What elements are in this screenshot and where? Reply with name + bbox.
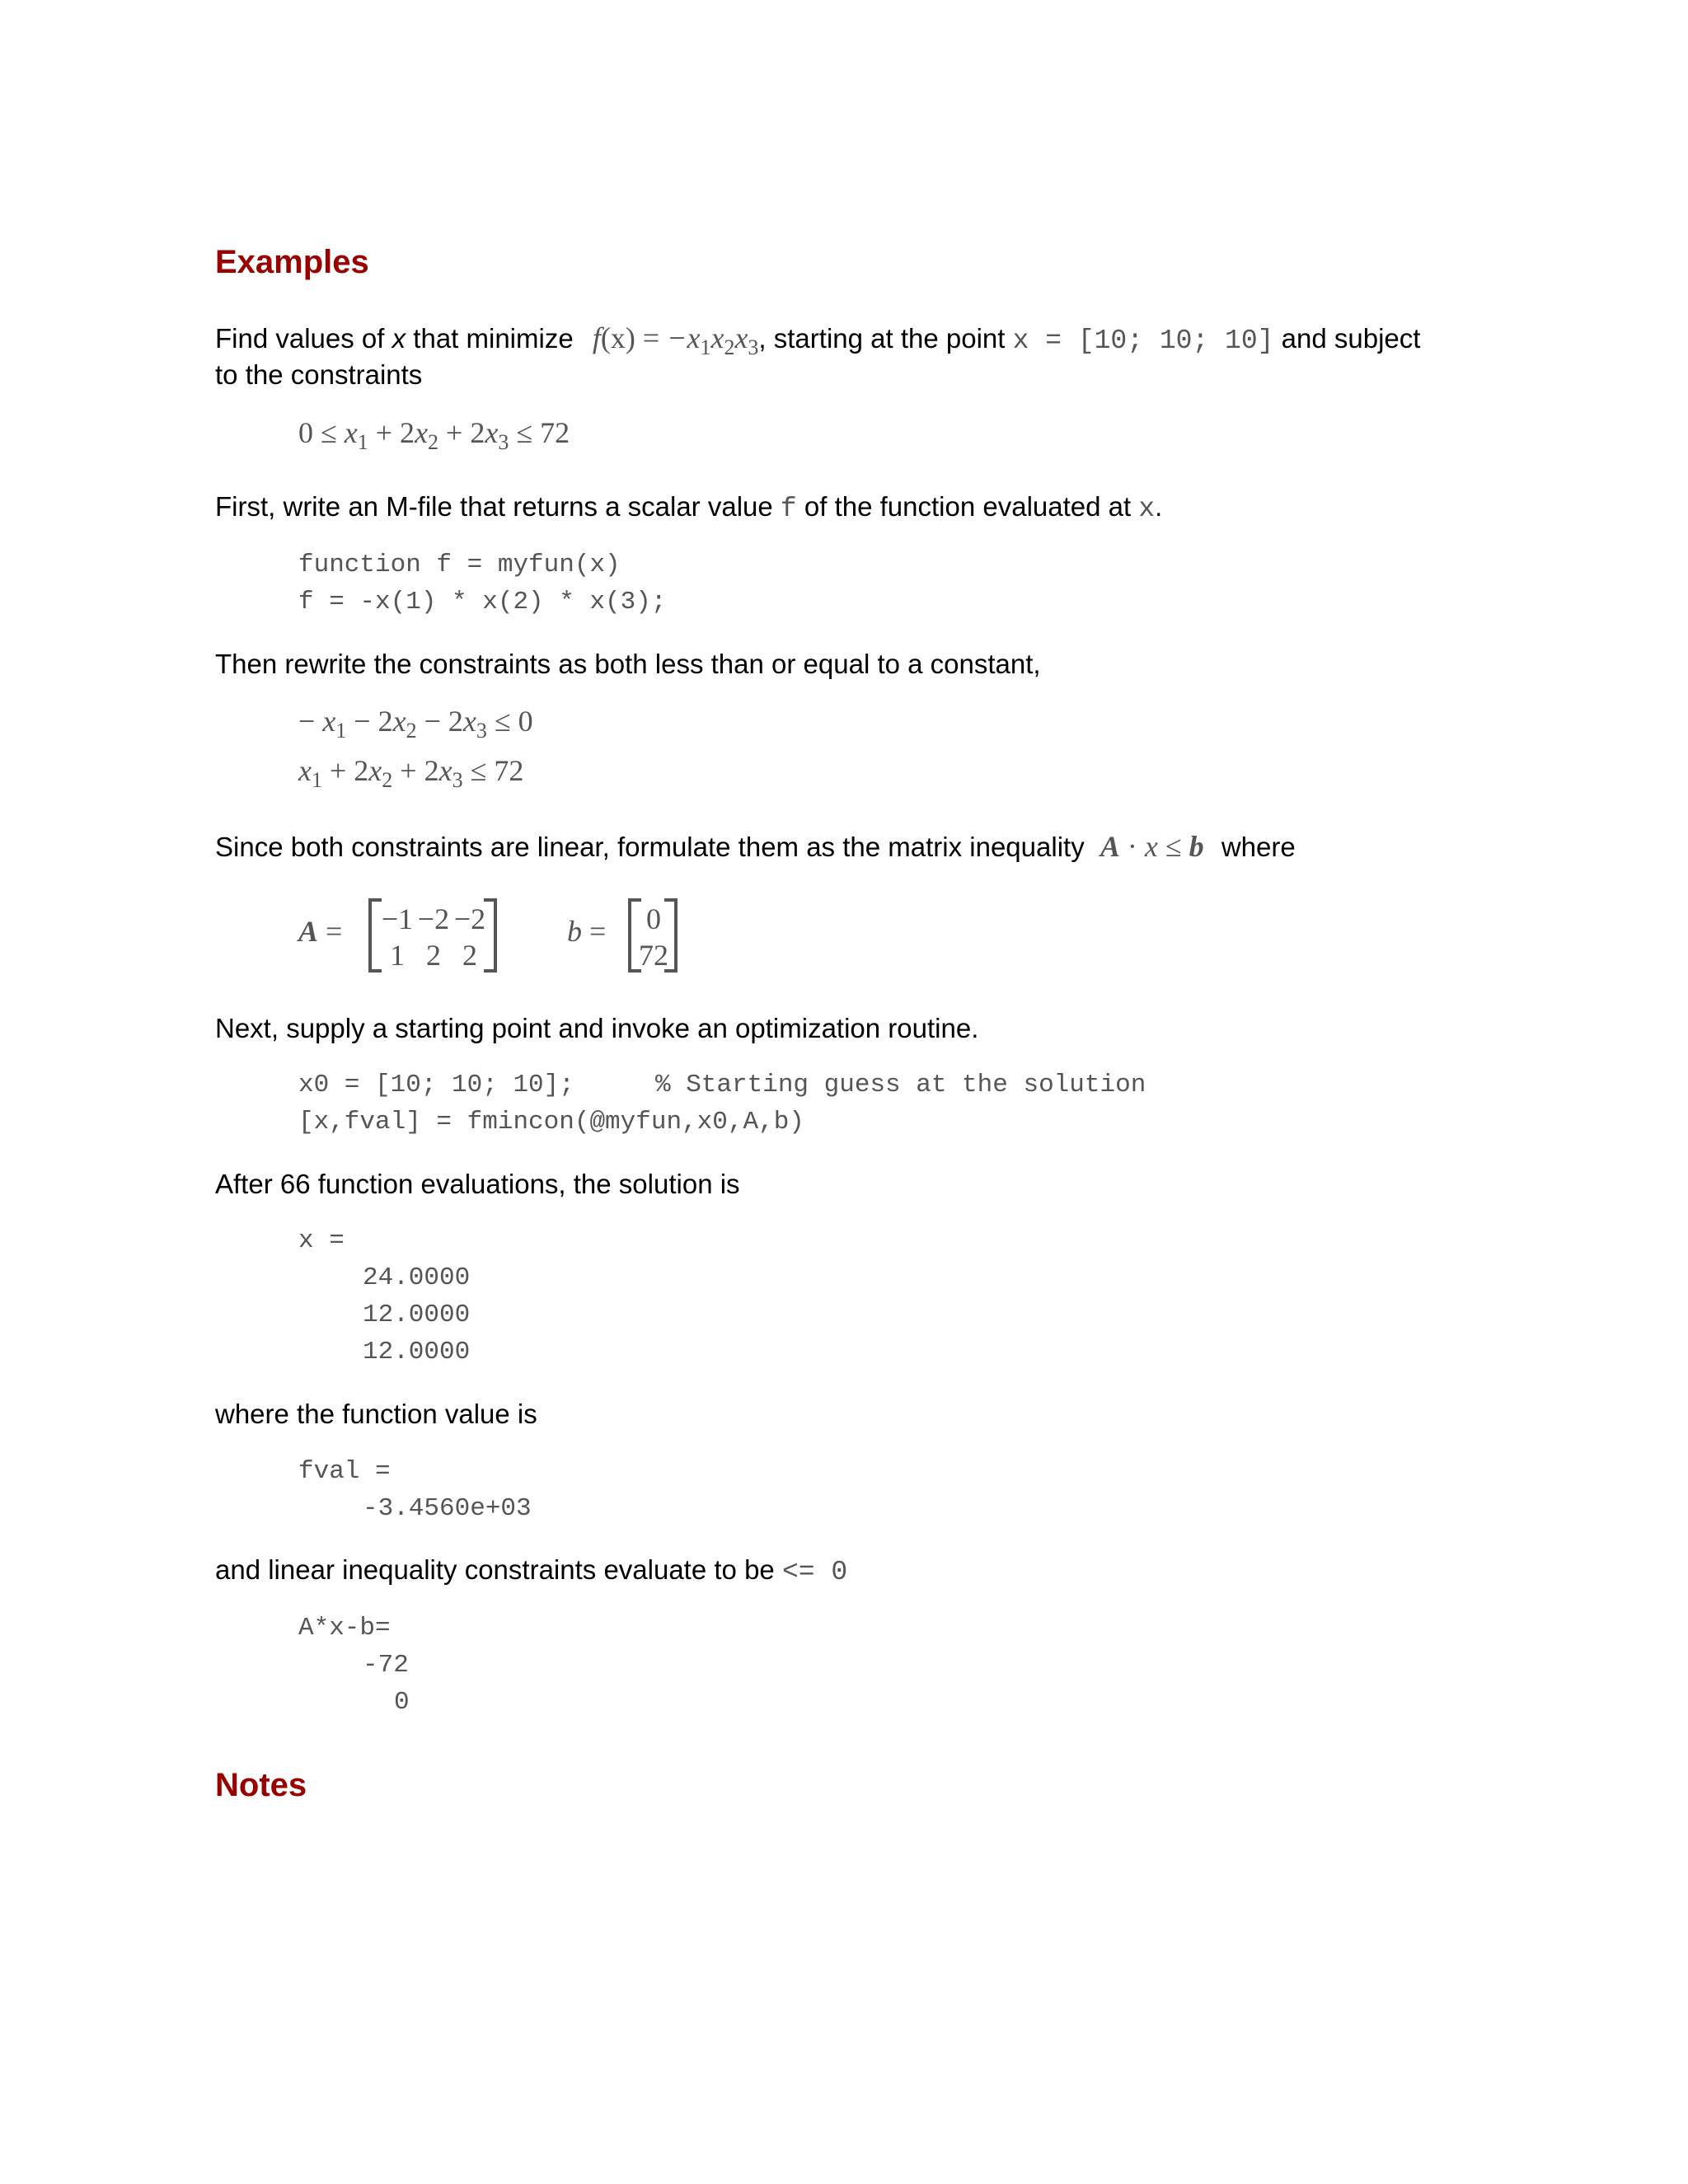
matrix-A-label: A = (298, 915, 343, 948)
intro-text-2: that minimize (413, 323, 574, 354)
step1-text: First, write an M-file that returns a scalar value f of the function evaluated at x. (215, 491, 1163, 524)
code-line-fmincon: [x,fval] = fmincon(@myfun,x0,A,b) (298, 1108, 804, 1137)
step3-text: Since both constraints are linear, formulate them as the matrix inequality A · x ≤ b where (215, 830, 1296, 863)
residual-value: -72 (363, 1651, 409, 1680)
matrix-A-left-bracket (368, 898, 382, 972)
intro-text-3: , starting at the point (758, 323, 1006, 354)
step4-text: Next, supply a starting point and invoke an optimization routine. (215, 1013, 979, 1043)
residual-value: 0 (394, 1688, 410, 1717)
intro-text-4: and subject (1281, 323, 1421, 354)
inequality-2: $x_1 + 2x_2 + 2x_3 \le 72$ (298, 754, 524, 792)
code-line-body: f = -x(1) * x(2) * x(3); (298, 588, 667, 616)
solution-label: x = (298, 1226, 345, 1255)
matrix-A-cell: −2 (453, 902, 486, 935)
intro-line-1 (215, 317, 1420, 360)
intro-x-var: x (392, 323, 406, 354)
matrix-A-cell: 2 (462, 939, 477, 972)
code-comment: % Starting guess at the solution (655, 1071, 1146, 1099)
code-x: x (1138, 494, 1156, 524)
notes-heading: Notes (215, 1767, 307, 1803)
matrix-A-cell: 1 (390, 939, 405, 972)
residual-label: A*x-b= (298, 1614, 391, 1643)
matrix-A-cell: −1 (381, 902, 414, 935)
code-f: f (780, 494, 797, 524)
objective-function: $f(x) = -x_1x_2x_3$ (592, 321, 759, 359)
code-line-function: function f = myfun(x) (298, 551, 621, 579)
vector-b-cell: 0 (646, 902, 661, 935)
intro-text-1: Find values of (215, 323, 385, 354)
fval-value: -3.4560e+03 (363, 1494, 532, 1523)
constraint-main: $0 \le x_1 + 2x_2 + 2x_3 \le 72$ (298, 416, 570, 454)
le-zero-code: <= 0 (781, 1557, 848, 1587)
fval-label: fval = (298, 1457, 391, 1486)
inequality-1: − $x_1 - 2x_2 - 2x_3 \le 0$ (298, 705, 533, 743)
step7-text: and linear inequality constraints evaluate to be <= 0 (215, 1554, 848, 1587)
step6-text: where the function value is (215, 1399, 537, 1429)
solution-value: 12.0000 (363, 1301, 471, 1329)
vector-b-cell: 72 (639, 939, 668, 972)
start-point-code: x = [10; 10; 10] (1012, 326, 1274, 356)
examples-heading: Examples (215, 244, 369, 280)
code-line-x0: x0 = [10; 10; 10]; (298, 1071, 574, 1099)
step2-text: Then rewrite the constraints as both less than or equal to a constant, (215, 649, 1041, 679)
solution-value: 12.0000 (363, 1338, 471, 1366)
intro-line-2: to the constraints (215, 359, 423, 390)
matrix-A-cell: 2 (426, 939, 441, 972)
matrix-inequality: A · x ≤ b (1100, 830, 1204, 863)
step5-text: After 66 function evaluations, the solution is (215, 1169, 740, 1199)
solution-value: 24.0000 (363, 1263, 471, 1292)
matrix-A-cell: −2 (417, 902, 450, 935)
vector-b-label: b = (567, 915, 607, 948)
